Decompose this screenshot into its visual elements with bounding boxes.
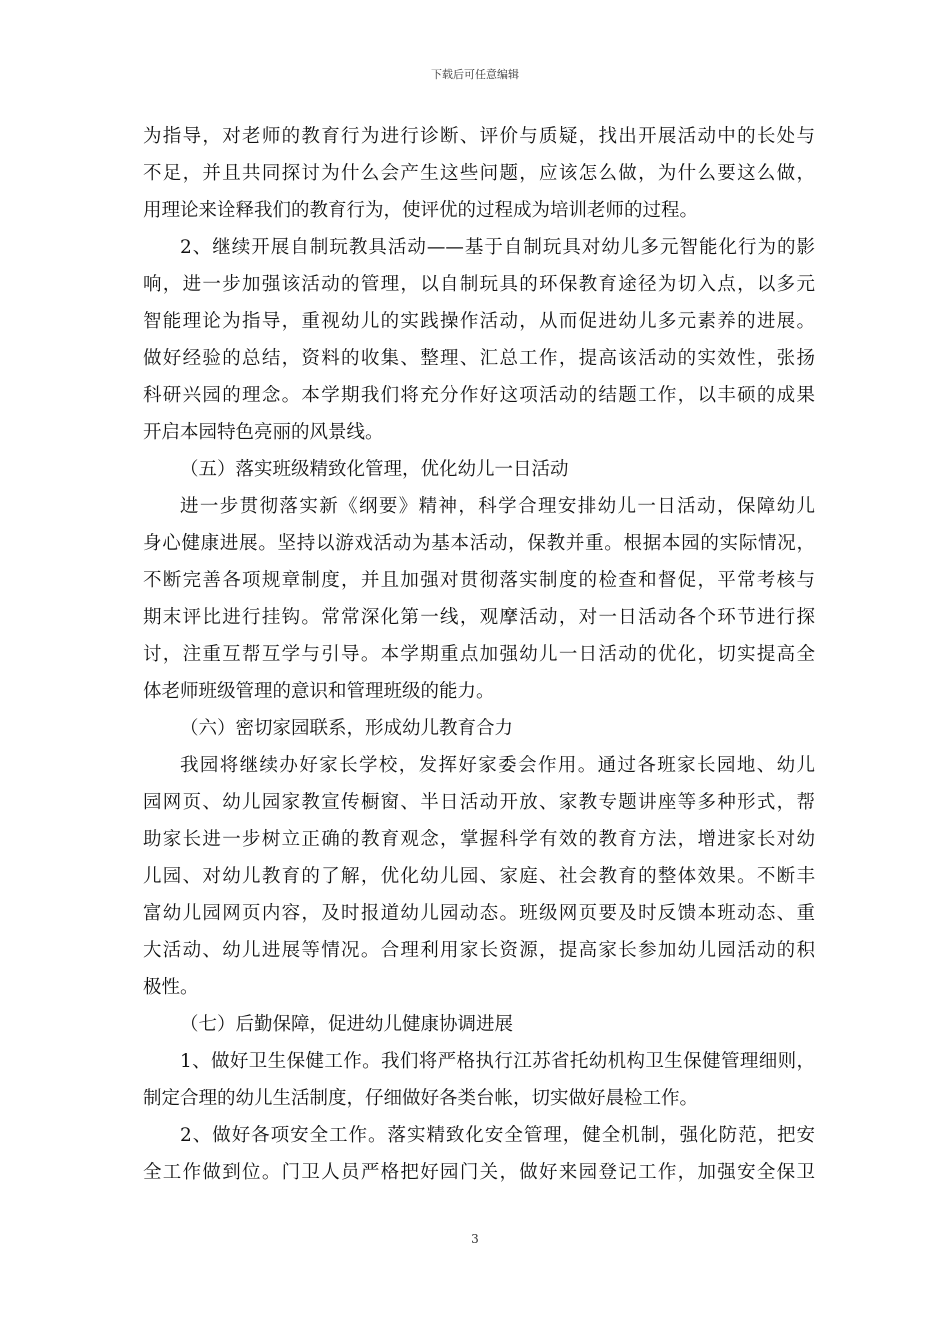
text-line: 2、做好各项安全工作。落实精致化安全管理，健全机制，强化防范，把安 <box>180 1125 815 1146</box>
text-line: 我园将继续办好家长学校，发挥好家委会作用。通过各班家长园地、幼儿 <box>180 755 815 776</box>
page-number: 3 <box>471 1232 479 1246</box>
text-line: 园网页、幼儿园家教宣传橱窗、半日活动开放、家教专题讲座等多种形式，帮 <box>143 792 815 813</box>
text-line: 进一步贯彻落实新《纲要》精神，科学合理安排幼儿一日活动，保障幼儿 <box>180 496 815 517</box>
text-line: 大活动、幼儿进展等情况。合理利用家长资源，提高家长参加幼儿园活动的积 <box>143 940 815 961</box>
text-line: 做好经验的总结，资料的收集、整理、汇总工作，提高该活动的实效性，张扬 <box>143 348 815 369</box>
text-line: 1、做好卫生保健工作。我们将严格执行江苏省托幼机构卫生保健管理细则， <box>180 1051 815 1072</box>
text-line: 不足，并且共同探讨为什么会产生这些问题，应该怎么做，为什么要这么做， <box>143 163 815 184</box>
text-line: 开启本园特色亮丽的风景线。 <box>143 422 384 443</box>
text-line: （七）后勤保障，促进幼儿健康协调进展 <box>180 1014 514 1035</box>
text-line: 不断完善各项规章制度，并且加强对贯彻落实制度的检查和督促，平常考核与 <box>143 570 815 591</box>
text-line: 身心健康进展。坚持以游戏活动为基本活动，保教并重。根据本园的实际情况， <box>143 533 815 554</box>
text-line: 助家长进一步树立正确的教育观念，掌握科学有效的教育方法，增进家长对幼 <box>143 829 815 850</box>
text-line: 全工作做到位。门卫人员严格把好园门关，做好来园登记工作，加强安全保卫 <box>143 1162 815 1183</box>
text-line: 科研兴园的理念。本学期我们将充分作好这项活动的结题工作，以丰硕的成果 <box>143 385 815 406</box>
text-line: 响，进一步加强该活动的管理，以自制玩具的环保教育途径为切入点，以多元 <box>143 274 815 295</box>
text-line: 讨，注重互帮互学与引导。本学期重点加强幼儿一日活动的优化，切实提高全 <box>143 644 815 665</box>
text-line: 智能理论为指导，重视幼儿的实践操作活动，从而促进幼儿多元素养的进展。 <box>143 311 815 332</box>
text-line: （五）落实班级精致化管理，优化幼儿一日活动 <box>180 459 569 480</box>
text-line: 2、继续开展自制玩教具活动——基于自制玩具对幼儿多元智能化行为的影 <box>180 237 815 258</box>
page-header: 下载后可任意编辑 <box>431 68 519 81</box>
text-line: 为指导，对老师的教育行为进行诊断、评价与质疑，找出开展活动中的长处与 <box>143 126 815 147</box>
text-line: 体老师班级管理的意识和管理班级的能力。 <box>143 681 495 702</box>
text-line: 用理论来诠释我们的教育行为，使评优的过程成为培训老师的过程。 <box>143 200 699 221</box>
text-line: （六）密切家园联系，形成幼儿教育合力 <box>180 718 514 739</box>
text-line: 富幼儿园网页内容，及时报道幼儿园动态。班级网页要及时反馈本班动态、重 <box>143 903 815 924</box>
text-line: 制定合理的幼儿生活制度，仔细做好各类台帐，切实做好晨检工作。 <box>143 1088 699 1109</box>
text-line: 儿园、对幼儿教育的了解，优化幼儿园、家庭、社会教育的整体效果。不断丰 <box>143 866 815 887</box>
document-body <box>143 118 815 1191</box>
text-line: 期末评比进行挂钩。常常深化第一线，观摩活动，对一日活动各个环节进行探 <box>143 607 815 628</box>
text-line: 极性。 <box>143 977 199 998</box>
